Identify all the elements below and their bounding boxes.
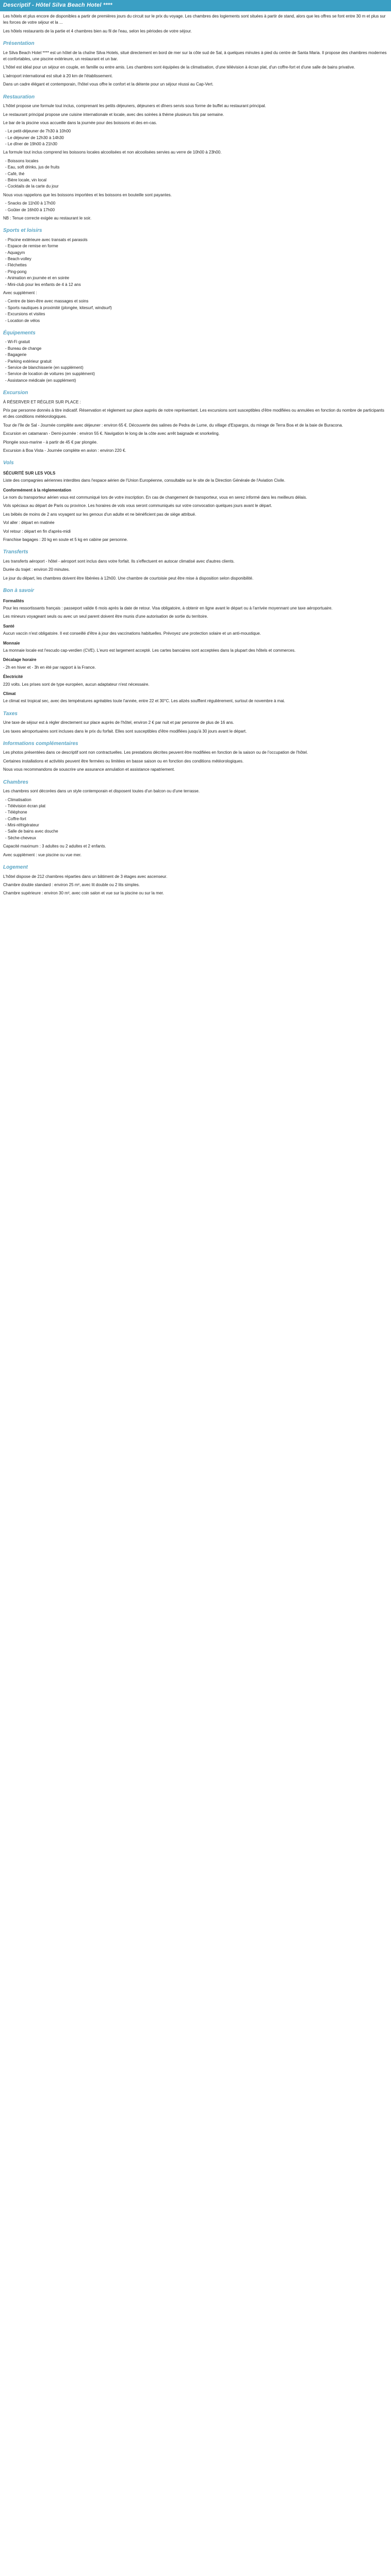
section-title: Bon à savoir xyxy=(3,588,35,594)
paragraph: Le restaurant principal propose une cuisine internationale et locale, avec des soirées à thème plusieurs fois par semaine. xyxy=(3,112,224,117)
paragraph: Les mineurs voyageant seuls ou avec un seul parent doivent être munis d'une autorisation de sortie du territoire. xyxy=(3,614,208,619)
intro-paragraph: Les hôtels restaurants de la partie et 4 chambres bien au fil de l'eau, selon les périodes de votre séjour. xyxy=(3,28,192,33)
list-item: - Fléchettes xyxy=(3,262,388,268)
paragraph: Le Silva Beach Hotel **** est un hôtel de la chaîne Silva Hotels, situé directement en bord de mer sur la côte sud de Sal, à quelques minutes à pied du centre de Santa Maria. Il propose des chambres modernes et confortables, une piscine extérieure, un restaurant et un bar. xyxy=(3,50,387,62)
paragraph: Certaines installations et activités peuvent être fermées ou limitées en basse saison ou en fonction des conditions météorologiques. xyxy=(3,758,244,764)
section-title: Informations complémentaires xyxy=(3,740,78,747)
section-title: Logement xyxy=(3,865,28,871)
list-item: - Bagagerie xyxy=(3,352,388,358)
section xyxy=(3,227,388,324)
list-item: - Snacks de 11h00 à 17h00 xyxy=(3,200,388,207)
list-item: - Parking extérieur gratuit xyxy=(3,359,388,365)
paragraph: L'aéroport international est situé à 20 km de l'établissement. xyxy=(3,73,113,78)
list-item: - Sèche-cheveux xyxy=(3,835,388,841)
list-item: - Ping-pong xyxy=(3,269,388,275)
paragraph: Nous vous recommandons de souscrire une assurance annulation et assistance rapatriement. xyxy=(3,767,175,772)
section xyxy=(3,329,388,384)
paragraph: Les taxes aéroportuaires sont incluses dans le prix du forfait. Elles sont susceptibles d'être modifiées jusqu'à 30 jours avant le départ. xyxy=(3,728,247,734)
list-item: - Eau, soft drinks, jus de fruits xyxy=(3,164,388,171)
paragraph: Nous vous rappelons que les boissons importées et les boissons en bouteille sont payantes. xyxy=(3,192,172,197)
paragraph: Les chambres sont décorées dans un style contemporain et disposent toutes d'un balcon ou d'une terrasse. xyxy=(3,789,200,794)
list-item: - Goûter de 16h00 à 17h00 xyxy=(3,207,388,213)
section-title: Excursion xyxy=(3,390,28,396)
subsection-title: Climat xyxy=(3,691,16,696)
list-item: - Café, thé xyxy=(3,171,388,177)
section xyxy=(3,710,388,735)
list-item: - Beach-volley xyxy=(3,256,388,262)
sections-container xyxy=(3,40,388,897)
list-item: - Climatisation xyxy=(3,797,388,803)
section xyxy=(3,587,388,705)
list-item: - Assistance médicale (en supplément) xyxy=(3,378,388,384)
section xyxy=(3,93,388,222)
page-banner xyxy=(0,0,391,11)
paragraph: 220 volts. Les prises sont de type européen, aucun adaptateur n'est nécessaire. xyxy=(3,682,150,687)
paragraph: Les photos présentées dans ce descriptif sont non contractuelles. Les prestations décrites peuvent être modifiées en fonction de la saison ou de l'occupation de l'hôtel. xyxy=(3,750,308,755)
paragraph: Le nom du transporteur aérien vous est communiqué lors de votre inscription. En cas de changement de transporteur, vous en serez informé dans les meilleurs délais. xyxy=(3,495,307,500)
subsection-title: Santé xyxy=(3,623,14,629)
paragraph: La monnaie locale est l'escudo cap-verdien (CVE). L'euro est largement accepté. Les cartes bancaires sont acceptées dans la plupart des hôtels et commerces. xyxy=(3,648,296,653)
section-title: Transferts xyxy=(3,549,28,555)
section-title: Présentation xyxy=(3,41,35,47)
paragraph: Le bar de la piscine vous accueille dans la journée pour des boissons et des en-cas. xyxy=(3,120,157,125)
paragraph: Les bébés de moins de 2 ans voyagent sur les genoux d'un adulte et ne bénéficient pas de siège attribué. xyxy=(3,512,197,517)
list-item: - Centre de bien-être avec massages et soins xyxy=(3,298,388,304)
list-item: - Télévision écran plat xyxy=(3,803,388,809)
bullet-list xyxy=(3,237,388,288)
list-item: - Mini-club pour les enfants de 4 à 12 ans xyxy=(3,282,388,288)
paragraph: Dans un cadre élégant et contemporain, l'hôtel vous offre le confort et la détente pour un séjour réussi au Cap-Vert. xyxy=(3,82,214,87)
paragraph: Excursion en catamaran - Demi-journée : environ 55 €. Navigation le long de la côte avec arrêt baignade et snorkeling. xyxy=(3,431,220,436)
paragraph: Prix par personne donnés à titre indicatif. Réservation et règlement sur place auprès de notre représentant. Les excursions sont susceptibles d'être modifiées ou annulées en fonction du nombre de participants et des conditions météorologiques. xyxy=(3,408,384,419)
list-item: - Animation en journée et en soirée xyxy=(3,275,388,281)
paragraph: L'hôtel est idéal pour un séjour en couple, en famille ou entre amis. Les chambres sont équipées de la climatisation, d'une télévision à écran plat, d'un coffre-fort et d'une salle de bains privative. xyxy=(3,65,355,70)
bullet-list xyxy=(3,797,388,842)
section-title: Sports et loisirs xyxy=(3,228,42,234)
paragraph: Avec supplément : xyxy=(3,291,37,295)
list-item: - Bureau de change xyxy=(3,346,388,352)
paragraph: Avec supplément : vue piscine ou vue mer. xyxy=(3,852,82,857)
list-item: - Piscine extérieure avec transats et parasols xyxy=(3,237,388,243)
paragraph: Les transferts aéroport - hôtel - aéroport sont inclus dans votre forfait. Ils s'effectuent en autocar climatisé avec d'autres clients. xyxy=(3,558,235,564)
list-item: - Mini-réfrigérateur xyxy=(3,822,388,828)
list-item: - Service de location de voitures (en supplément) xyxy=(3,371,388,377)
section-title: Restauration xyxy=(3,94,35,100)
paragraph: Liste des compagnies aériennes interdites dans l'espace aérien de l'Union Européenne, consultable sur le site de la Direction Générale de l'Aviation Civile. xyxy=(3,478,285,483)
paragraph: Vol retour : départ en fin d'après-midi xyxy=(3,529,71,534)
bullet-list xyxy=(3,128,388,147)
list-item: - Cocktails de la carte du jour xyxy=(3,183,388,190)
paragraph: Plongée sous-marine - à partir de 45 € par plongée. xyxy=(3,439,98,445)
paragraph: NB : Tenue correcte exigée au restaurant le soir. xyxy=(3,215,92,221)
subsection-title: Conformément à la réglementation xyxy=(3,487,72,493)
list-item: - Téléphone xyxy=(3,809,388,816)
paragraph: Aucun vaccin n'est obligatoire. Il est conseillé d'être à jour des vaccinations habituelles. Prévoyez une protection solaire et un anti-moustique. xyxy=(3,631,261,636)
list-item: - Boissons locales xyxy=(3,158,388,164)
paragraph: Le climat est tropical sec, avec des températures agréables toute l'année, entre 22 et 30°C. Les alizés soufflent régulièrement, surtout de novembre à mai. xyxy=(3,699,285,704)
section-title: Taxes xyxy=(3,710,18,717)
list-item: - Coffre-fort xyxy=(3,816,388,822)
bullet-list xyxy=(3,158,388,190)
list-item: - Excursions et visites xyxy=(3,311,388,317)
section xyxy=(3,459,388,543)
paragraph: L'hôtel dispose de 212 chambres réparties dans un bâtiment de 3 étages avec ascenseur. xyxy=(3,874,168,879)
paragraph: Chambre supérieure : environ 30 m², avec coin salon et vue sur la piscine ou sur la mer. xyxy=(3,891,164,896)
paragraph: Capacité maximum : 3 adultes ou 2 adultes et 2 enfants. xyxy=(3,844,106,849)
list-item: - Salle de bains avec douche xyxy=(3,828,388,835)
subsection-title: Monnaie xyxy=(3,640,20,646)
paragraph: Une taxe de séjour est à régler directement sur place auprès de l'hôtel, environ 2 € par nuit et par personne de plus de 16 ans. xyxy=(3,720,234,725)
list-item: - Service de blanchisserie (en supplément) xyxy=(3,365,388,371)
paragraph: Excursion à Boa Vista - Journée complète en avion : environ 220 €. xyxy=(3,448,126,453)
paragraph: Franchise bagages : 20 kg en soute et 5 kg en cabine par personne. xyxy=(3,537,128,543)
section-title: Équipements xyxy=(3,330,36,336)
paragraph: L'hôtel propose une formule tout inclus, comprenant les petits déjeuners, déjeuners et dîners servis sous forme de buffet au restaurant principal. xyxy=(3,104,266,109)
list-item: - Wi-Fi gratuit xyxy=(3,339,388,345)
subsection-title: Formalités xyxy=(3,598,24,603)
subsection-title: SÉCURITÉ SUR LES VOLS xyxy=(3,470,56,476)
section-title: Chambres xyxy=(3,779,28,785)
paragraph: - 2h en hiver et - 3h en été par rapport à la France. xyxy=(3,665,96,670)
bullet-list xyxy=(3,200,388,213)
list-item: - Espace de remise en forme xyxy=(3,243,388,249)
paragraph: Le jour du départ, les chambres doivent être libérées à 12h00. Une chambre de courtoisie peut être mise à disposition selon disponibilité. xyxy=(3,575,254,581)
list-item: - Aquagym xyxy=(3,250,388,256)
subsection-title: Électricité xyxy=(3,674,23,680)
paragraph: Pour les ressortissants français : passeport valide 6 mois après la date de retour. Visa obligatoire, à obtenir en ligne avant le départ ou à l'arrivée moyennant une taxe aéroportuaire. xyxy=(3,606,333,611)
section xyxy=(3,389,388,454)
paragraph: Vols spéciaux au départ de Paris ou province. Les horaires de vols vous seront communiqués sur votre convocation quelques jours avant le départ. xyxy=(3,503,272,509)
list-item: - Le petit-déjeuner de 7h30 à 10h00 xyxy=(3,128,388,134)
list-item: - Bière locale, vin local xyxy=(3,177,388,183)
bullet-list xyxy=(3,339,388,384)
list-item: - Le dîner de 19h00 à 21h30 xyxy=(3,141,388,147)
list-item: - Le déjeuner de 12h30 à 14h30 xyxy=(3,135,388,141)
paragraph: Durée du trajet : environ 20 minutes. xyxy=(3,567,70,572)
document-body xyxy=(0,11,391,909)
paragraph: Tour de l'île de Sal - Journée complète avec déjeuner : environ 65 €. Découverte des salines de Pedra de Lume, du village d'Espargos, du mirage de Terra Boa et de la baie de Buracona. xyxy=(3,422,343,428)
bullet-list xyxy=(3,298,388,324)
list-item: - Sports nautiques à proximité (plongée, kitesurf, windsurf) xyxy=(3,305,388,311)
section xyxy=(3,40,388,88)
banner-title: Descriptif - Hôtel Silva Beach Hotel **** xyxy=(3,2,112,9)
section-title: Vols xyxy=(3,460,14,466)
list-item: - Location de vélos xyxy=(3,318,388,324)
section xyxy=(3,548,388,582)
paragraph: À RÉSERVER ET RÉGLER SUR PLACE : xyxy=(3,399,81,404)
intro-paragraph: Les hôtels et plus encore de disponibles a partir de premières jours du circuit sur le prix du voyage. Les chambres des logiements sont situées à partir de stand, alors que les offres se font entre 30 m et plus sur les forces de votre séjour et la ... xyxy=(3,14,386,25)
paragraph: La formule tout inclus comprend les boissons locales alcoolisées et non alcoolisées servies au verre de 10h00 à 23h00. xyxy=(3,150,222,155)
section xyxy=(3,740,388,773)
paragraph: Chambre double standard : environ 25 m², avec lit double ou 2 lits simples. xyxy=(3,882,140,887)
paragraph: Vol aller : départ en matinée xyxy=(3,520,55,526)
section xyxy=(3,863,388,897)
section xyxy=(3,778,388,858)
subsection-title: Décalage horaire xyxy=(3,657,37,663)
